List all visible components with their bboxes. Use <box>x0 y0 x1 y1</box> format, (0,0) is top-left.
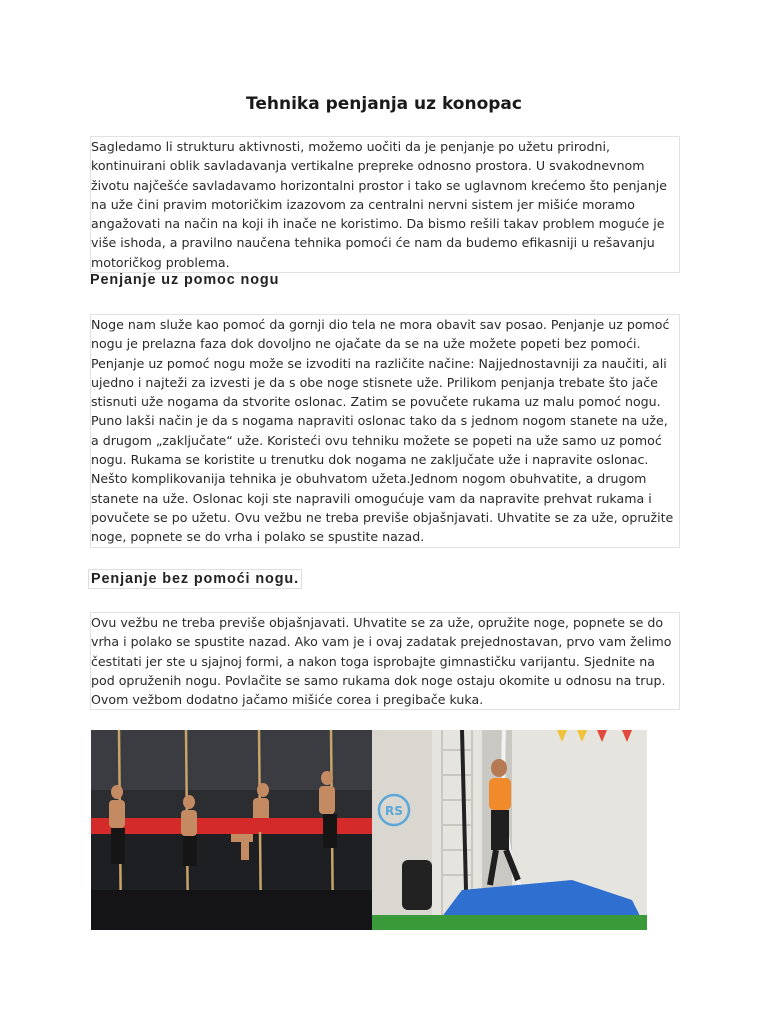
photo-rope-climbers-gym <box>91 730 372 930</box>
photo-woman-climbing-rope <box>372 730 647 930</box>
gym-logo-text: RS <box>385 804 403 818</box>
page-title: Tehnika penjanja uz konopac <box>246 94 522 114</box>
section-heading-with-legs: Penjanje uz pomoc nogu <box>90 272 280 288</box>
intro-paragraph: Sagledamo li strukturu aktivnosti, možemo uočiti da je penjanje po užetu prirodni, kontinuirani oblik savladavanja vertikalne prepreke odnosno prostora. U svakodnevnom životu najčešće savladavamo horizontalni prostor i tako se uglavnom krećemo što penjanje na uže čini pravim motoričkim izazovom za centralni nervni sistem jer mišiće moramo angažovati na način na koji ih inače ne koristimo. Da bismo rešili takav problem moguće je više ishoda, a pravilno naučena tehnika pomoći će nam da budemo efikasniji u rešavanju motoričkog problema. <box>90 136 680 273</box>
section-body-without-legs: Ovu vežbu ne treba previše objašnjavati. Uhvatite se za uže, opružite noge, popnete se do vrha i polako se spustite nazad. Ako vam je i ovaj zadatak prejednostavan, prvo vam želimo čestitati jer ste u sjajnoj formi, a nakon toga isprobajte gimnastičku varijantu. Sjednite na pod opruženih nogu. Povlačite se samo rukama dok noge ostaju okomite u odnosu na trup. Ovom vežbom dodatno jačamo mišiće corea i pregibače kuka. <box>90 612 680 710</box>
section-body-with-legs: Noge nam služe kao pomoć da gornji dio tela ne mora obavit sav posao. Penjanje uz pomoć nogu je prelazna faza dok dovoljno ne ojačate da se na uže možete popeti bez pomoći. Penjanje uz pomoć nogu može se izvoditi na različite načine: Najjednostavniji za naučiti, ali ujedno i najteži za izvesti je da s obe noge stisnete uže. Prilikom penjanja trebate što jače stisnuti uže nogama da stvorite oslonac. Zatim se povučete rukama uz malu pomoć nogu. Puno lakši način je da s nogama napraviti oslonac tako da s jednom nogom stanete na uže, a drugom „zaključate“ uže. Koristeći ovu tehniku možete se popeti na uže samo uz pomoć nogu. Rukama se koristite u trenutku dok nogama ne zaključate uže i napravite oslonac. Nešto komplikovanija tehnika je obuhvatom užeta.Jednom nogom obuhvatite, a drugom stanete na uže. Oslonac koji ste napravili omogućuje vam da napravite prehvat rukama i povučete se po užetu. Ovu vežbu ne treba previše objašnjavati. Uhvatite se za uže, opružite noge, popnete se do vrha i polako se spustite nazad. <box>90 314 680 548</box>
section-heading-without-legs: Penjanje bez pomoći nogu. <box>91 571 299 587</box>
